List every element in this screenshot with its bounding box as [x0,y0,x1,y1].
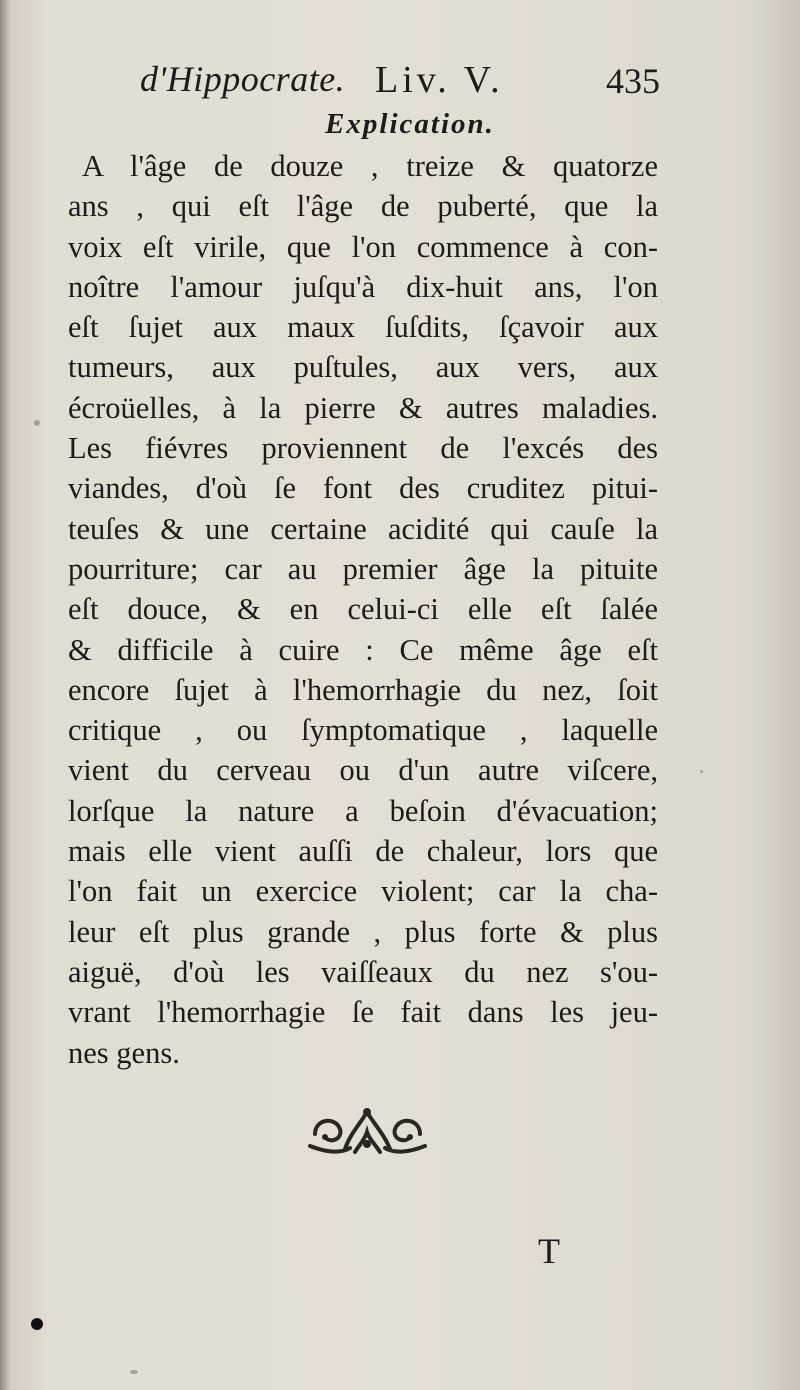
text-line: leur eſt plus grande , plus forte & plus [68,914,658,949]
text-line: critique , ou ſymptomatique , laquelle [68,713,658,748]
paper-speck [130,1370,138,1374]
text-line: noître l'amour juſqu'à dix-huit ans, l'on [68,269,658,304]
signature-mark: T [538,1231,560,1271]
text-line: tumeurs, aux puſtules, aux vers, aux [68,350,658,385]
text-line: A l'âge de douze , treize & quatorze [82,149,658,183]
text-line: aiguë, d'où les vaiſſeaux du nez s'ou- [68,954,658,989]
text-line: vrant l'hemorrhagie ſe fait dans les jeu- [68,995,658,1030]
text-line: Les fiévres proviennent de l'excés des [68,431,658,466]
text-line: pourriture; car au premier âge la pituite [68,551,658,586]
paper-speck [700,770,703,773]
text-line: voix eſt virile, que l'on commence à con- [68,229,658,264]
text-line: viandes, d'où ſe font des cruditez pitui- [68,471,658,506]
section-title: Explication. [325,108,495,140]
page-edge-shadow [0,0,10,1390]
paper-speck [34,420,40,426]
body-text [68,146,658,1073]
running-head-title: d'Hippocrate. [140,59,346,99]
text-line: vient du cerveau ou d'un autre viſcere, [68,753,658,788]
text-line: l'on fait un exercice violent; car la cha- [68,874,658,909]
page-number: 435 [606,61,660,101]
text-line: encore ſujet à l'hemorrhagie du nez, ſoit [68,672,658,707]
text-line: eſt douce, & en celui-ci elle eſt ſalée [68,592,658,627]
text-line: nes gens. [68,1035,180,1070]
text-line: teuſes & une certaine acidité qui cauſe la [68,511,658,546]
text-line: écroüelles, à la pierre & autres maladies. [68,390,658,425]
fleuron-ornament-icon [305,1104,430,1160]
ink-dot [31,1318,43,1330]
text-line: eſt ſujet aux maux ſuſdits, ſçavoir aux [68,310,658,345]
running-head-book: Liv. V. [375,59,504,101]
text-line: & difficile à cuire : Ce même âge eſt [68,632,658,667]
text-line: ans , qui eſt l'âge de puberté, que la [68,189,658,224]
text-line: mais elle vient auſſi de chaleur, lors que [68,834,658,869]
running-head [140,58,660,104]
text-line: lorſque la nature a beſoin d'évacuation; [68,793,658,828]
